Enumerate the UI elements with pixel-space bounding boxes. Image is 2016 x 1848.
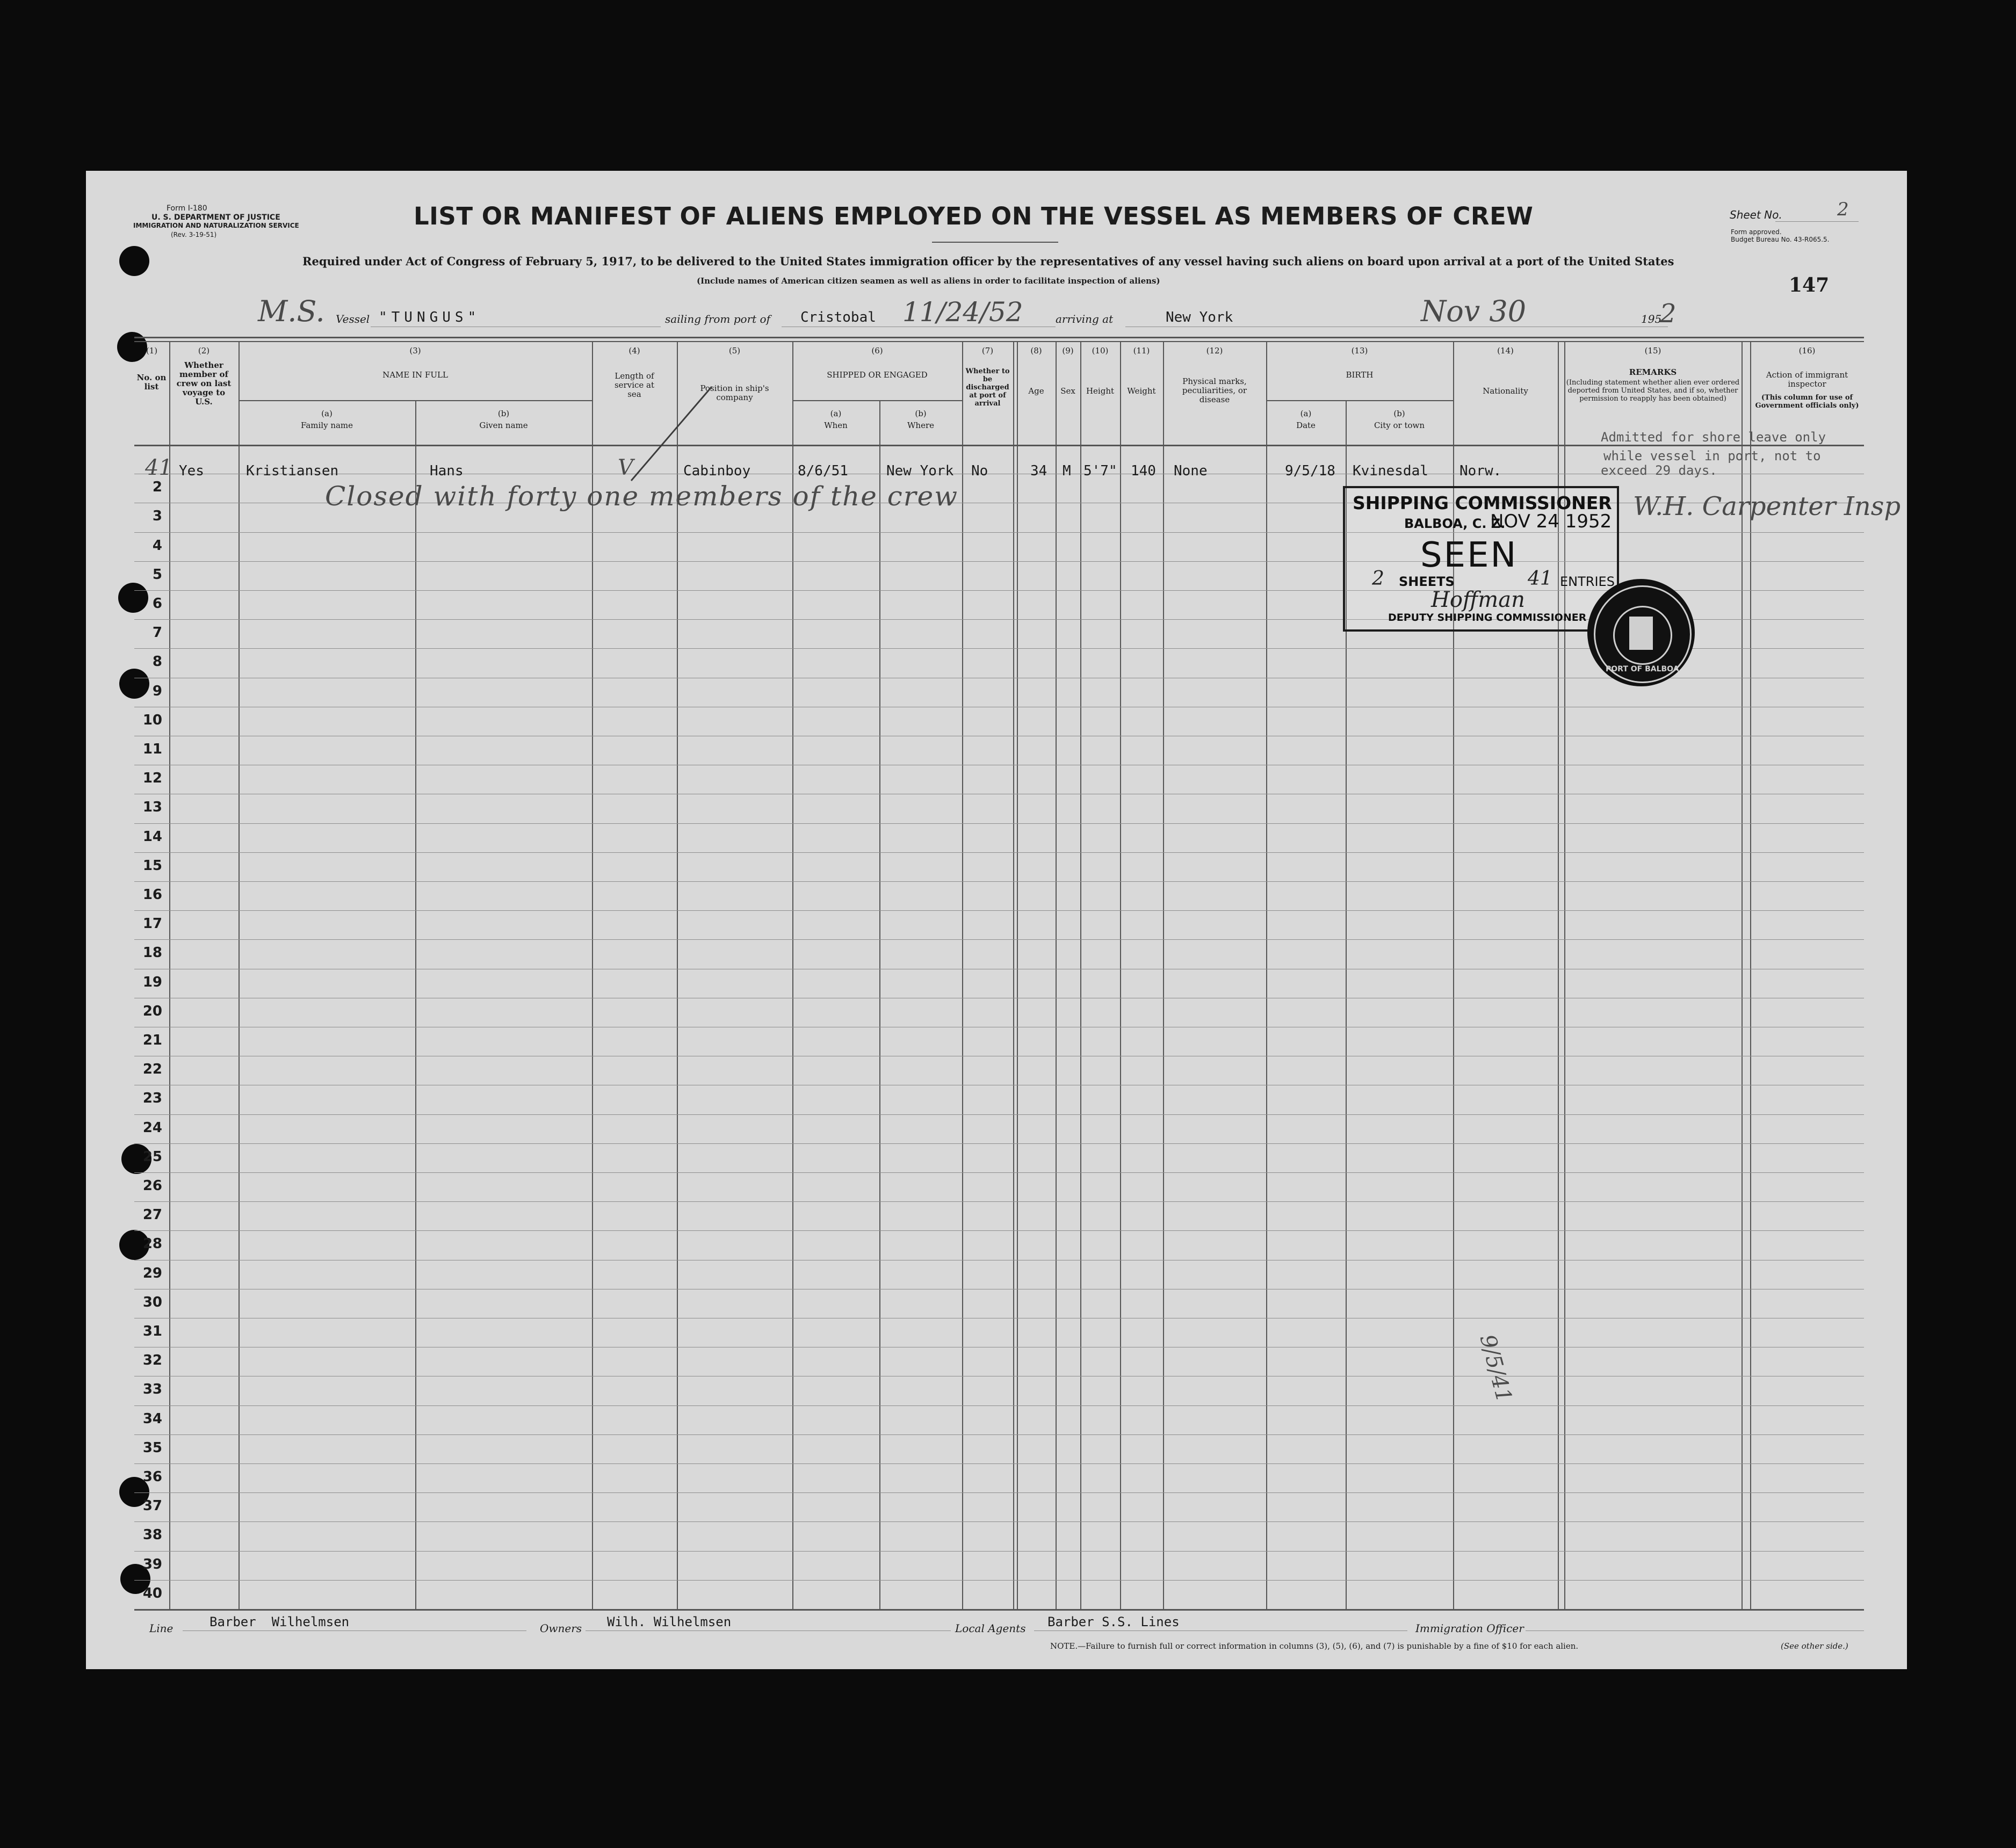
entry-remarks-line2: while vessel in port, not to xyxy=(1603,448,1821,463)
col2-number: (2) xyxy=(198,346,210,356)
col1-label: No. on list xyxy=(136,373,167,392)
stamp-entries-label: ENTRIES xyxy=(1560,574,1615,589)
column-divider xyxy=(962,341,963,1609)
row-number: 33 xyxy=(142,1381,162,1397)
sailing-date: 11/24/52 xyxy=(902,296,1023,328)
row-number: 3 xyxy=(152,508,162,524)
stamp-place: BALBOA, C. Z. xyxy=(1404,516,1506,531)
column-divider xyxy=(1742,341,1743,1609)
entry-age: 34 xyxy=(1030,463,1047,479)
entry-physical: None xyxy=(1174,463,1208,479)
entry-last-voyage: Yes xyxy=(179,463,204,479)
row-number: 11 xyxy=(142,741,162,757)
column-divider xyxy=(879,400,880,1609)
stamp-seen: SEEN xyxy=(1420,535,1518,575)
margin-note: 9/5/41 xyxy=(1475,1332,1517,1405)
column-divider xyxy=(1163,341,1164,1609)
row-number: 27 xyxy=(142,1207,162,1223)
col3-label: NAME IN FULL xyxy=(382,370,448,380)
department-name: U. S. DEPARTMENT OF JUSTICE xyxy=(151,213,280,222)
table-bottom-rule xyxy=(134,1609,1864,1611)
row-number: 21 xyxy=(142,1032,162,1048)
footer-agents-value: Barber S.S. Lines xyxy=(1047,1614,1180,1629)
service-name: IMMIGRATION AND NATURALIZATION SERVICE xyxy=(133,222,299,229)
col6a-letter: (a) xyxy=(830,409,842,418)
entry-remarks-line1: Admitted for shore leave only xyxy=(1601,430,1826,445)
column-divider xyxy=(1056,341,1057,1609)
footer-line-rule xyxy=(183,1630,526,1631)
footer-owners-label: Owners xyxy=(540,1622,582,1635)
col13a-label: Date xyxy=(1296,421,1316,430)
col6-label: SHIPPED OR ENGAGED xyxy=(827,370,928,380)
row-number: 17 xyxy=(142,916,162,932)
arriving-port: New York xyxy=(1166,309,1233,325)
row-number: 15 xyxy=(142,858,162,874)
row-number: 2 xyxy=(152,479,162,495)
row-rule xyxy=(134,1551,1864,1552)
sheet-number-rule xyxy=(1775,221,1859,222)
footer-note: NOTE.—Failure to furnish full or correct information in columns (3), (5), (6), and (7) is punishable by a fine of $10 for each alien. xyxy=(1050,1641,1579,1651)
row-rule xyxy=(134,939,1864,940)
row-number: 38 xyxy=(142,1527,162,1543)
col4-label: Length of service at sea xyxy=(614,371,655,399)
row-number: 10 xyxy=(142,712,162,728)
entry-list-number: 41 xyxy=(145,455,172,480)
vessel-label: Vessel xyxy=(336,313,370,325)
row-number: 6 xyxy=(152,596,162,612)
col2-label: Whether member of crew on last voyage to U.S. xyxy=(176,360,232,407)
col16-note: (This column for use of Government officials only) xyxy=(1755,394,1859,410)
row-number: 40 xyxy=(142,1585,162,1601)
row-number: 19 xyxy=(142,974,162,990)
col3-number: (3) xyxy=(409,346,421,356)
table-top-rule xyxy=(134,337,1864,338)
row-rule xyxy=(134,1434,1864,1435)
form-note-line: (Include names of American citizen seamen as well as aliens in order to facilitate inspection of aliens) xyxy=(697,276,1160,286)
stamp-sheets-value: 2 xyxy=(1372,568,1384,590)
port-of-balboa-seal xyxy=(1587,579,1695,686)
col13b-letter: (b) xyxy=(1393,409,1405,418)
form-revision: (Rev. 3-19-51) xyxy=(171,231,217,238)
col3b-letter: (b) xyxy=(497,409,510,418)
row-number: 31 xyxy=(142,1323,162,1339)
col14-label: Nationality xyxy=(1483,386,1528,396)
col3a-label: Family name xyxy=(300,421,353,430)
col6b-label: Where xyxy=(907,421,934,430)
entry-shipped-where: New York xyxy=(886,463,954,479)
col8-number: (8) xyxy=(1030,346,1042,356)
column-divider xyxy=(169,341,170,1609)
page-title: LIST OR MANIFEST OF ALIENS EMPLOYED ON THE VESSEL AS MEMBERS OF CREW xyxy=(414,202,1534,230)
column-divider xyxy=(677,341,678,1609)
budget-bureau: Budget Bureau No. 43-R065.5. xyxy=(1731,236,1830,243)
row-number: 35 xyxy=(142,1440,162,1456)
entry-discharged: No xyxy=(971,463,988,479)
row-number: 37 xyxy=(142,1498,162,1514)
column-divider xyxy=(1266,341,1267,1609)
column-divider xyxy=(1120,341,1121,1609)
footer-owners-rule xyxy=(586,1630,951,1631)
col11-label: Weight xyxy=(1127,386,1156,396)
col15-note: (Including statement whether alien ever ordered deported from United States, and if so, whether permission to reapply has been obtained) xyxy=(1566,379,1740,403)
footer-owners-value: Wilh. Wilhelmsen xyxy=(607,1614,732,1629)
col5-label: Position in ship's company xyxy=(700,383,769,402)
table-top-rule-2 xyxy=(134,341,1864,342)
row-rule xyxy=(134,881,1864,882)
footer-line-label: Line xyxy=(149,1622,174,1635)
punch-hole xyxy=(119,246,149,276)
entry-position: Cabinboy xyxy=(683,463,751,479)
footer-officer-rule xyxy=(1526,1630,1864,1631)
row-number: 23 xyxy=(142,1090,162,1106)
vessel-name: "TUNGUS" xyxy=(379,309,481,325)
entry-height: 5'7" xyxy=(1083,463,1117,479)
column-divider xyxy=(239,341,240,1609)
stamp-sheets-label: SHEETS xyxy=(1399,574,1455,589)
col16-number: (16) xyxy=(1798,346,1816,356)
entry-service-mark: V xyxy=(618,455,633,480)
footer-officer-label: Immigration Officer xyxy=(1415,1622,1524,1635)
row-number: 39 xyxy=(142,1556,162,1572)
row-rule xyxy=(134,823,1864,824)
col5-number: (5) xyxy=(728,346,741,356)
column-divider xyxy=(415,400,416,1609)
form-subtitle: Required under Act of Congress of February 5, 1917, to be delivered to the United States immigration officer by the representatives of any vessel having such aliens on board upon arrival at a port of the United States xyxy=(302,255,1674,268)
footer-agents-rule xyxy=(1034,1630,1407,1631)
birth-subheader-rule xyxy=(1266,400,1453,401)
row-number: 26 xyxy=(142,1178,162,1194)
row-number: 30 xyxy=(142,1294,162,1310)
row-rule xyxy=(134,1114,1864,1115)
column-divider xyxy=(792,341,793,1609)
sheet-label: Sheet No. xyxy=(1730,208,1782,221)
table-header-bottom-rule xyxy=(134,445,1864,446)
col6-number: (6) xyxy=(871,346,883,356)
row-rule xyxy=(134,910,1864,911)
row-number: 29 xyxy=(142,1265,162,1281)
stamp-date: NOV 24 1952 xyxy=(1490,511,1612,532)
row-rule xyxy=(134,1580,1864,1581)
col9-label: Sex xyxy=(1060,386,1075,396)
col3b-label: Given name xyxy=(479,421,528,430)
sailing-label: sailing from port of xyxy=(665,313,770,325)
vessel-prefix-handwritten: M.S. xyxy=(258,294,325,328)
col13a-letter: (a) xyxy=(1300,409,1312,418)
col11-number: (11) xyxy=(1133,346,1150,356)
row-rule xyxy=(134,1492,1864,1493)
col6a-label: When xyxy=(824,421,848,430)
entry-weight: 140 xyxy=(1131,463,1156,479)
col10-label: Height xyxy=(1086,386,1115,396)
col13-number: (13) xyxy=(1351,346,1368,356)
col3a-letter: (a) xyxy=(321,409,333,418)
shipped-subheader-rule xyxy=(792,400,962,401)
arriving-label: arriving at xyxy=(1056,313,1114,325)
col15-label: REMARKS xyxy=(1629,367,1677,377)
row-number: 20 xyxy=(142,1003,162,1019)
row-number: 5 xyxy=(152,567,162,583)
row-number: 16 xyxy=(142,887,162,903)
footer-line-value: Barber Wilhelmsen xyxy=(209,1614,350,1629)
row-number: 28 xyxy=(142,1236,162,1252)
row-rule xyxy=(134,1521,1864,1522)
col7-label: Whether to be discharged at port of arrival xyxy=(965,367,1010,408)
stamp-footer: DEPUTY SHIPPING COMMISSIONER xyxy=(1388,612,1587,624)
row-number: 36 xyxy=(142,1469,162,1485)
entry-birth-city: Kvinesdal xyxy=(1353,463,1428,479)
row-number: 13 xyxy=(142,799,162,815)
col13b-label: City or town xyxy=(1374,421,1425,430)
row-rule xyxy=(134,1405,1864,1406)
page-number: 147 xyxy=(1789,274,1830,296)
row-number: 18 xyxy=(142,945,162,961)
title-underline xyxy=(932,242,1058,243)
row-rule xyxy=(134,1230,1864,1231)
col12-number: (12) xyxy=(1206,346,1223,356)
row-rule xyxy=(134,1143,1864,1144)
sailing-port: Cristobal xyxy=(800,309,876,325)
year-prefix: 195 xyxy=(1641,313,1662,325)
row-number: 4 xyxy=(152,538,162,554)
year-suffix: 2 xyxy=(1660,299,1677,329)
col14-number: (14) xyxy=(1497,346,1514,356)
form-approved: Form approved. xyxy=(1731,228,1782,236)
entry-sex: M xyxy=(1063,463,1071,479)
shipping-commissioner-stamp xyxy=(1343,486,1619,632)
inspector-signature: W.H. Carpenter Insp xyxy=(1633,491,1901,521)
column-divider xyxy=(1750,341,1751,1609)
col12-label: Physical marks, peculiarities, or disease xyxy=(1182,376,1247,404)
column-divider xyxy=(592,341,593,1609)
footer-see-other: (See other side.) xyxy=(1781,1641,1848,1651)
entry-family-name: Kristiansen xyxy=(246,463,339,479)
col7-number: (7) xyxy=(981,346,994,356)
entry-nationality: Norw. xyxy=(1459,463,1502,479)
row-number: 34 xyxy=(142,1411,162,1427)
row-number: 12 xyxy=(142,770,162,786)
row-rule xyxy=(134,1201,1864,1202)
row-number: 32 xyxy=(142,1352,162,1368)
col10-number: (10) xyxy=(1092,346,1109,356)
footer-agents-label: Local Agents xyxy=(955,1622,1026,1635)
row-number: 22 xyxy=(142,1061,162,1077)
entry-birth-date: 9/5/18 xyxy=(1285,463,1335,479)
col1-number: (1) xyxy=(146,346,158,356)
stamp-heading: SHIPPING COMMISSIONER xyxy=(1353,492,1612,513)
row-number: 7 xyxy=(152,625,162,641)
column-divider xyxy=(1013,341,1014,1609)
row-rule xyxy=(134,1172,1864,1173)
col4-number: (4) xyxy=(628,346,640,356)
row-number: 9 xyxy=(152,683,162,699)
sheet-number: 2 xyxy=(1837,199,1849,220)
col13-label: BIRTH xyxy=(1346,370,1374,380)
form-number: Form I-180 xyxy=(167,204,207,213)
entry-shipped-when: 8/6/51 xyxy=(798,463,848,479)
row-rule xyxy=(134,852,1864,853)
entry-remarks-line3: exceed 29 days. xyxy=(1601,463,1717,478)
row-rule xyxy=(134,1463,1864,1464)
stamp-entries-value: 41 xyxy=(1528,568,1552,590)
seal-text: PORT OF BALBOA xyxy=(1606,665,1679,673)
column-divider xyxy=(1017,341,1018,1609)
row-number: 8 xyxy=(152,654,162,670)
entry-given-name: Hans xyxy=(430,463,464,479)
col16-label: Action of immigrant inspector xyxy=(1766,370,1848,389)
closing-note: Closed with forty one members of the crew xyxy=(325,481,959,512)
col6b-letter: (b) xyxy=(915,409,927,418)
stamp-signature: Hoffman xyxy=(1431,588,1525,612)
column-divider xyxy=(1080,341,1081,1609)
row-number: 25 xyxy=(142,1149,162,1165)
row-number: 24 xyxy=(142,1120,162,1136)
col8-label: Age xyxy=(1028,386,1044,396)
col9-number: (9) xyxy=(1062,346,1074,356)
arriving-date: Nov 30 xyxy=(1421,294,1527,328)
col15-number: (15) xyxy=(1644,346,1661,356)
row-number: 14 xyxy=(142,829,162,845)
